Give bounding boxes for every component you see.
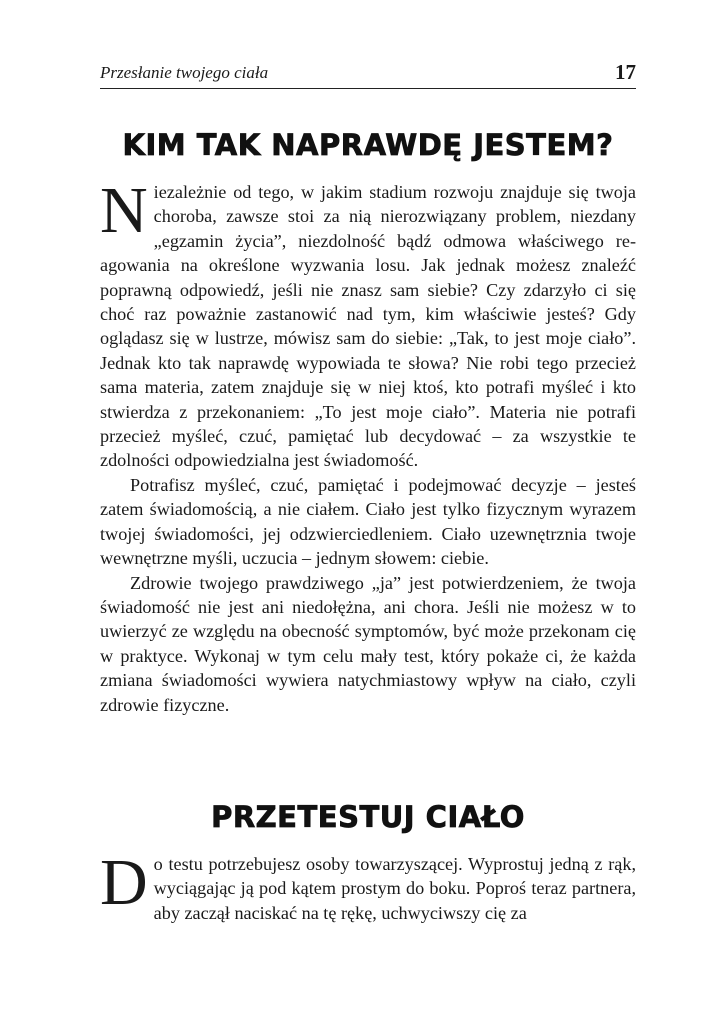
- running-header: [100, 60, 636, 89]
- paragraph: [100, 174, 636, 473]
- drop-cap: N: [100, 174, 148, 247]
- section-heading-przetestuj-cialo: PRZETESTUJ CIAŁO: [211, 800, 525, 834]
- paragraph-text: iezależnie od tego, w jakim stadium rozwoju znajduje się twoja choroba, zawsze stoi za nią nierozwiązany problem, niezdany „egzamin życia”, niezdolność bądź odmowa właściwego reagowania na określone wyzwania losu. Jak jednak możesz znaleźć poprawną odpowiedź, jeśli nie znasz sam siebie? Czy zdarzyło ci się choć raz poważnie zastanowić nad tym, kim właściwie jesteś? Gdy oglądasz się w lustrze, mówisz sam do siebie: „Tak, to jest moje ciało”. Jednak kto tak naprawdę wypowiada te słowa? Nie robi tego przecież sama materia, zatem znajduje się w niej ktoś, kto potrafi myśleć i kto stwierdza z przekonaniem: „To jest moje ciało”. Materia nie potrafi przecież myśleć, czuć, pamiętać lub decydować – za wszystkie te zdolności odpowiedzialna jest świadomość.: [100, 182, 636, 471]
- paragraph: Zdrowie twojego prawdziwego „ja” jest potwierdzeniem, że twoja świadomość nie jest ani niedołężna, ani chora. Jeśli nie możesz w to uwierzyć ze względu na obecność symptomów, być może przekonam cię w praktyce. Wykonaj w tym celu mały test, który pokaże ci, że każda zmiana świadomości wywiera natychmiastowy wpływ na ciało, czyli zdrowie fizyczne.: [100, 572, 636, 715]
- running-title: Przesłanie twojego ciała: [100, 63, 269, 82]
- drop-cap: D: [100, 846, 148, 919]
- section-body-1: [100, 174, 636, 717]
- section-body-2: [100, 846, 636, 925]
- section-heading-kim-tak-naprawde-jestem: KIM TAK NAPRAWDĘ JESTEM?: [122, 128, 614, 162]
- paragraph: [100, 846, 636, 925]
- paragraph-text: o testu potrzebujesz osoby towarzyszącej. Wyprostuj jedną z rąk, wyciągając ją pod kątem prostym do boku. Poproś teraz partnera, aby zaczął naciskać na tę rękę, uchwyciwszy cię za: [153, 854, 636, 923]
- paragraph: Potrafisz myśleć, czuć, pamiętać i podejmować decyzje – jesteś zatem świadomością, a nie ciałem. Ciało jest tylko fizycznym wyrazem twojej świadomości, jej odzwierciedleniem. Ciało uzewnętrznia twoje wewnętrzne myśli, uczucia – jednym słowem: ciebie.: [100, 474, 636, 569]
- book-page: [100, 0, 636, 1024]
- page-number: 17: [615, 60, 636, 84]
